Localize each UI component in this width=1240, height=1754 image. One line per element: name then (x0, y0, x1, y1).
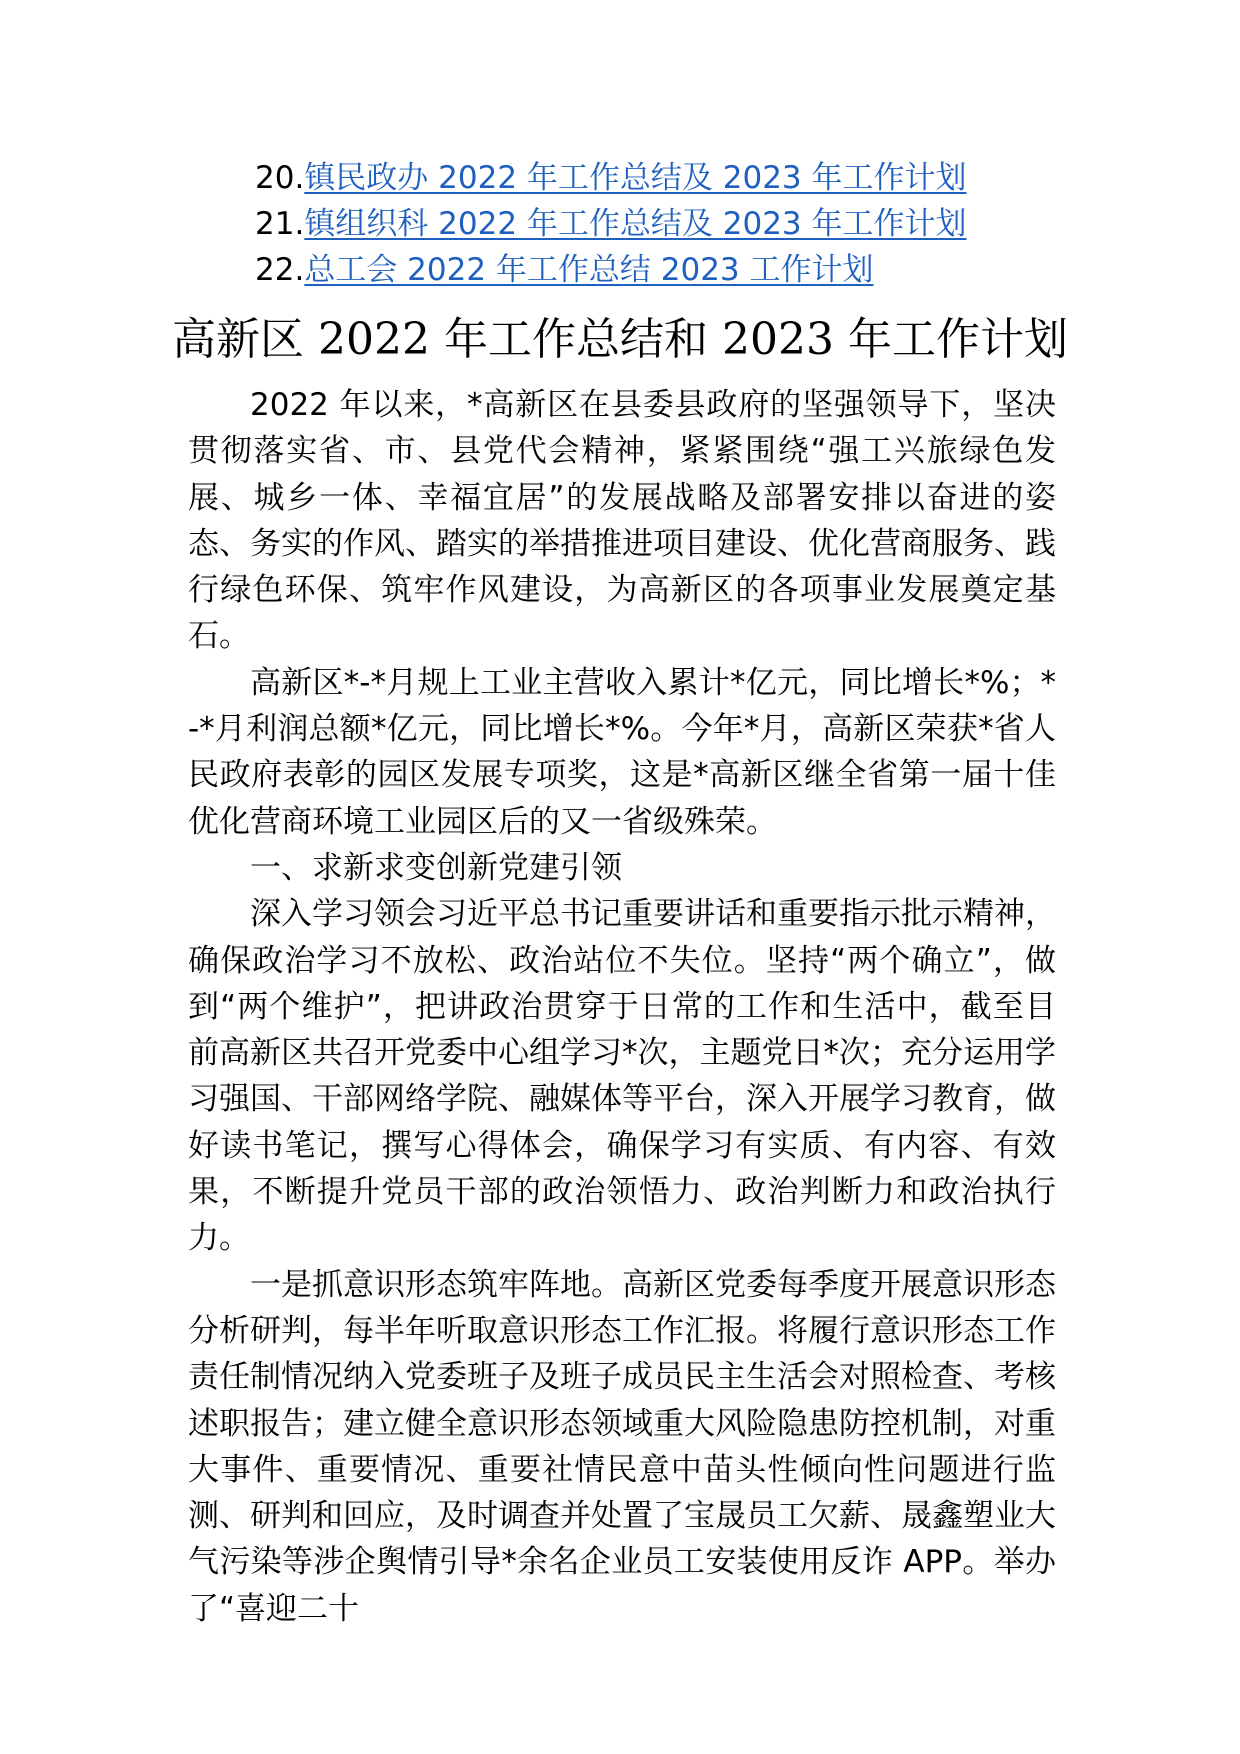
toc-item-number: 20. (255, 160, 305, 196)
toc-item-number: 22. (255, 252, 305, 288)
document-title: 高新区 2022 年工作总结和 2023 年工作计划 (172, 314, 1068, 365)
paragraph-political-study: 深入学习领会习近平总书记重要讲话和重要指示批示精神，确保政治学习不放松、政治站位不失位。坚持“两个确立”，做到“两个维护”，把讲政治贯穿于日常的工作和生活中，截至目前高新区共召开党委中心组学习*次，主题党日*次；充分运用学习强国、干部网络学院、融媒体等平台，深入开展学习教育，做好读书笔记，撰写心得体会，确保学习有实质、有内容、有效果，不断提升党员干部的政治领悟力、政治判断力和政治执行力。 (188, 896, 1056, 1257)
toc-item-22 (255, 247, 1155, 293)
toc-link-21[interactable]: 镇组织科 2022 年工作总结及 2023 年工作计划 (304, 206, 967, 242)
paragraph-intro: 2022 年以来，*高新区在县委县政府的坚强领导下，坚决贯彻落实省、市、县党代会精神，紧紧围绕“强工兴旅绿色发展、城乡一体、幸福宜居”的发展战略及部署安排以奋进的姿态、务实的作风、踏实的举措推进项目建设、优化营商服务、践行绿色环保、筑牢作风建设，为高新区的各项事业发展奠定基石。 (188, 387, 1056, 655)
toc-link-22[interactable]: 总工会 2022 年工作总结 2023 工作计划 (304, 252, 874, 288)
toc-item-number: 21. (255, 206, 305, 242)
section-heading: 一、求新求变创新党建引领 (250, 849, 622, 886)
table-of-contents (255, 155, 1155, 293)
toc-item-20 (255, 155, 1155, 201)
paragraph-economic-stats: 高新区*-*月规上工业主营收入累计*亿元，同比增长*%；*-*月利润总额*亿元，同比增长*%。今年*月，高新区荣获*省人民政府表彰的园区发展专项奖，这是*高新区继全省第一届十佳优化营商环境工业园区后的又一省级殊荣。 (188, 664, 1056, 840)
paragraph-ideology: 一是抓意识形态筑牢阵地。高新区党委每季度开展意识形态分析研判，每半年听取意识形态工作汇报。将履行意识形态工作责任制情况纳入党委班子及班子成员民主生活会对照检查、考核述职报告；建立健全意识形态领域重大风险隐患防控机制，对重大事件、重要情况、重要社情民意中苗头性倾向性问题进行监测、研判和回应，及时调查并处置了宝晟员工欠薪、晟鑫塑业大气污染等涉企舆情引导*余名企业员工安装使用反诈 APP。举办了“喜迎二十 (188, 1266, 1056, 1627)
toc-item-21 (255, 201, 1155, 247)
toc-link-20[interactable]: 镇民政办 2022 年工作总结及 2023 年工作计划 (304, 160, 967, 196)
document-body (188, 382, 1056, 1632)
